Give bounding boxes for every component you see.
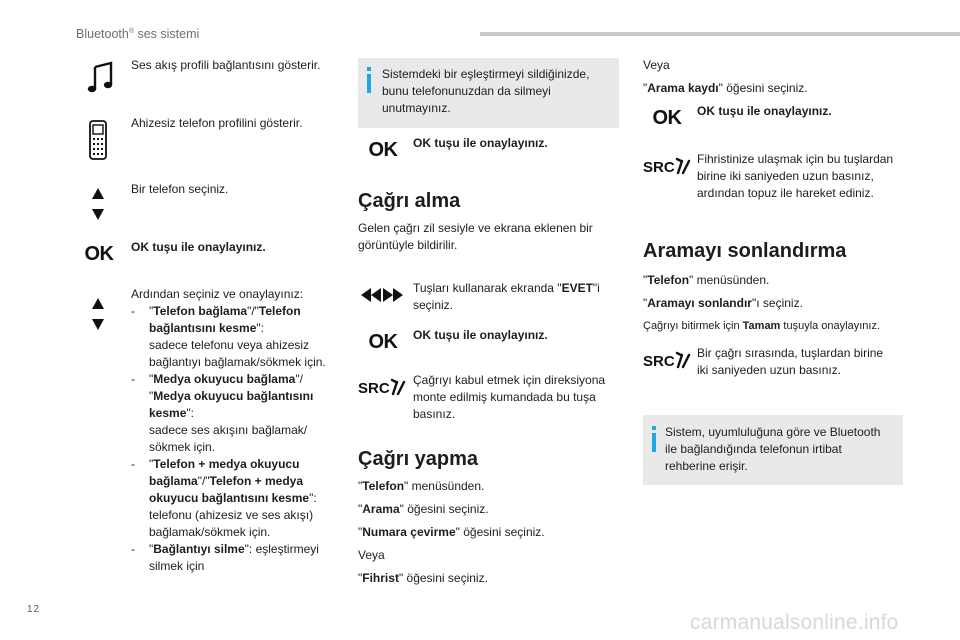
- step-phone-menu: [358, 478, 620, 495]
- src-steering-button-icon: [358, 375, 406, 399]
- ok-button-icon: OK: [368, 138, 398, 161]
- ok-confirm-text: OK tuşu ile onaylayınız.: [131, 240, 266, 254]
- src-label: SRC: [643, 353, 675, 370]
- heading-receive-call: Çağrı alma: [358, 190, 461, 212]
- option-label: Telefon + medya okuyucu bağlama: [149, 457, 300, 488]
- src-contacts-text: Fihristinize ulaşmak için bu tuşlardan birine iki saniyeden uzun basınız, ardından topuz ile hareket ediniz.: [697, 152, 894, 200]
- select-phone-text: Bir telefon seçiniz.: [131, 182, 229, 196]
- quote: "/": [247, 304, 259, 318]
- info-note-text: Sistem, uyumluluğuna göre ve Bluetooth ile bağlandığında telefonun irtibat rehberine erişir.: [665, 425, 881, 473]
- quote: "/": [197, 474, 210, 488]
- step-phone-menu: [643, 272, 903, 289]
- menu-label: Telefon: [647, 273, 690, 287]
- step-directory: [358, 570, 620, 587]
- arrow-down-icon: [92, 319, 104, 330]
- header-divider: [480, 32, 960, 36]
- info-note-box: [358, 58, 619, 128]
- or-text: Veya: [358, 548, 385, 562]
- quote: ": [358, 502, 363, 516]
- music-note-icon: [84, 60, 116, 94]
- list-item: [131, 303, 346, 371]
- list-item: [131, 456, 346, 541]
- quote: ": [643, 273, 648, 287]
- up-down-arrows-icon: [88, 294, 108, 334]
- confirm-ok-text: [643, 318, 943, 335]
- list-item: [131, 541, 346, 575]
- watermark: carmanualsonline.info: [690, 611, 899, 634]
- quote: ": [358, 571, 363, 585]
- ok-confirm-text: OK tuşu ile onaylayınız.: [413, 328, 548, 342]
- yes-label: EVET: [561, 281, 593, 295]
- menu-label: Fihrist: [362, 571, 399, 585]
- ok-button-icon: OK: [84, 242, 114, 265]
- text-post: "i seçiniz.: [413, 281, 600, 312]
- text-post: "ı seçiniz.: [751, 296, 803, 310]
- option-label: Telefon + medya okuyucu bağlantısını kesme: [149, 474, 310, 505]
- step-end-call: [643, 295, 903, 312]
- page-header: [76, 26, 199, 43]
- list-item: [131, 371, 346, 456]
- info-note-text: Sistemdeki bir eşleştirmeyi sildiğinizde, bunu telefonunuzdan da silmeyi unutmayınız.: [382, 67, 590, 115]
- heading-make-call: Çağrı yapma: [358, 448, 479, 470]
- info-note-box: [643, 415, 903, 485]
- step-call: [358, 501, 620, 518]
- info-icon: [367, 67, 371, 71]
- quote: ":: [186, 406, 194, 420]
- arrow-up-icon: [92, 188, 104, 199]
- receive-call-text: Gelen çağrı zil sesiyle ve ekrana eklenen bir görüntüyle bildirilir.: [358, 221, 593, 252]
- menu-label: Numara çevirme: [362, 525, 456, 539]
- up-down-arrows-icon: [88, 184, 108, 224]
- src-label: SRC: [643, 159, 675, 176]
- info-icon-bar: [652, 433, 656, 452]
- option-label: Medya okuyucu bağlama: [153, 372, 296, 386]
- menu-label: Telefon: [362, 479, 405, 493]
- text-pre: Çağrıyı bitirmek için: [643, 320, 743, 332]
- quote: "/ ": [149, 372, 303, 403]
- info-icon: [652, 426, 656, 430]
- src-label: SRC: [358, 380, 390, 397]
- step-call-log: [643, 80, 903, 97]
- ok-confirm-text: OK tuşu ile onaylayınız.: [697, 104, 832, 118]
- arrow-down-icon: [92, 209, 104, 220]
- text-post: " öğesini seçiniz.: [398, 571, 488, 585]
- option-description: telefonu (ahizesiz ve ses akışı) bağlamak/sökmek için.: [149, 508, 314, 539]
- option-description: sadece telefonu veya ahizesiz bağlantıyı bağlamak/sökmek için.: [149, 338, 326, 369]
- quote: ": [149, 542, 154, 556]
- text-post: " öğesini seçiniz.: [455, 525, 545, 539]
- text-post: tuşuyla onaylayınız.: [780, 320, 881, 332]
- quote: ": [358, 525, 363, 539]
- header-registered-mark: ®: [128, 27, 134, 35]
- quote: ": [149, 457, 154, 471]
- handsfree-profile-text: Ahizesiz telefon profilini gösterir.: [131, 116, 303, 130]
- option-description: ": eşleştirmeyi silmek için: [149, 542, 319, 573]
- option-description: sadece ses akışını bağlamak/ sökmek için.: [149, 423, 308, 454]
- src-end-text: Bir çağrı sırasında, tuşlardan birine iki saniyeden uzun basınız.: [697, 346, 884, 377]
- quote: ": [358, 479, 363, 493]
- step-dial-number: [358, 524, 620, 541]
- header-title: Bluetooth: [76, 27, 129, 41]
- info-icon-bar: [367, 74, 371, 93]
- or-text: Veya: [643, 58, 670, 72]
- option-label: Medya okuyucu bağlantısını kesme: [149, 389, 314, 420]
- connection-options: [131, 286, 346, 575]
- menu-label: Arama: [362, 502, 400, 516]
- text-post: " menüsünden.: [689, 273, 770, 287]
- text-post: " öğesini seçiniz.: [399, 502, 489, 516]
- ok-label: Tamam: [742, 320, 781, 332]
- ok-confirm-text: OK tuşu ile onaylayınız.: [413, 136, 548, 150]
- src-accept-text: Çağrıyı kabul etmek için direksiyona monte edilmiş kumandada bu tuşa basınız.: [413, 373, 606, 421]
- option-label: Telefon bağlama: [153, 304, 248, 318]
- select-yes-text: [413, 280, 618, 314]
- quote: ":: [256, 321, 264, 335]
- mobile-phone-icon: [85, 118, 111, 162]
- header-title-rest: ses sistemi: [134, 27, 200, 41]
- page-number: 12: [27, 604, 41, 615]
- quote: ": [643, 81, 648, 95]
- rewind-arrows-icon: [360, 285, 404, 305]
- heading-end-call: Aramayı sonlandırma: [643, 240, 847, 262]
- quote: ":: [309, 491, 317, 505]
- ok-button-icon: OK: [368, 330, 398, 353]
- menu-label: Arama kaydı: [647, 81, 719, 95]
- make-call-steps: [358, 478, 620, 587]
- option-label: Telefon bağlantısını kesme: [149, 304, 301, 335]
- src-steering-button-icon: [643, 348, 691, 372]
- text-post: " menüsünden.: [404, 479, 485, 493]
- audio-profile-text: Ses akış profili bağlantısını gösterir.: [131, 58, 321, 72]
- quote: ": [643, 296, 648, 310]
- quote: ": [149, 372, 154, 386]
- option-list: [131, 303, 346, 575]
- arrow-up-icon: [92, 298, 104, 309]
- then-select-text: Ardından seçiniz ve onaylayınız:: [131, 287, 304, 301]
- text-pre: Tuşları kullanarak ekranda ": [413, 281, 562, 295]
- option-label: Bağlantıyı silme: [153, 542, 245, 556]
- ok-button-icon: OK: [652, 106, 682, 129]
- src-steering-button-icon: [643, 154, 691, 178]
- quote: ": [149, 304, 154, 318]
- menu-label: Aramayı sonlandır: [647, 296, 752, 310]
- text-post: " öğesini seçiniz.: [718, 81, 808, 95]
